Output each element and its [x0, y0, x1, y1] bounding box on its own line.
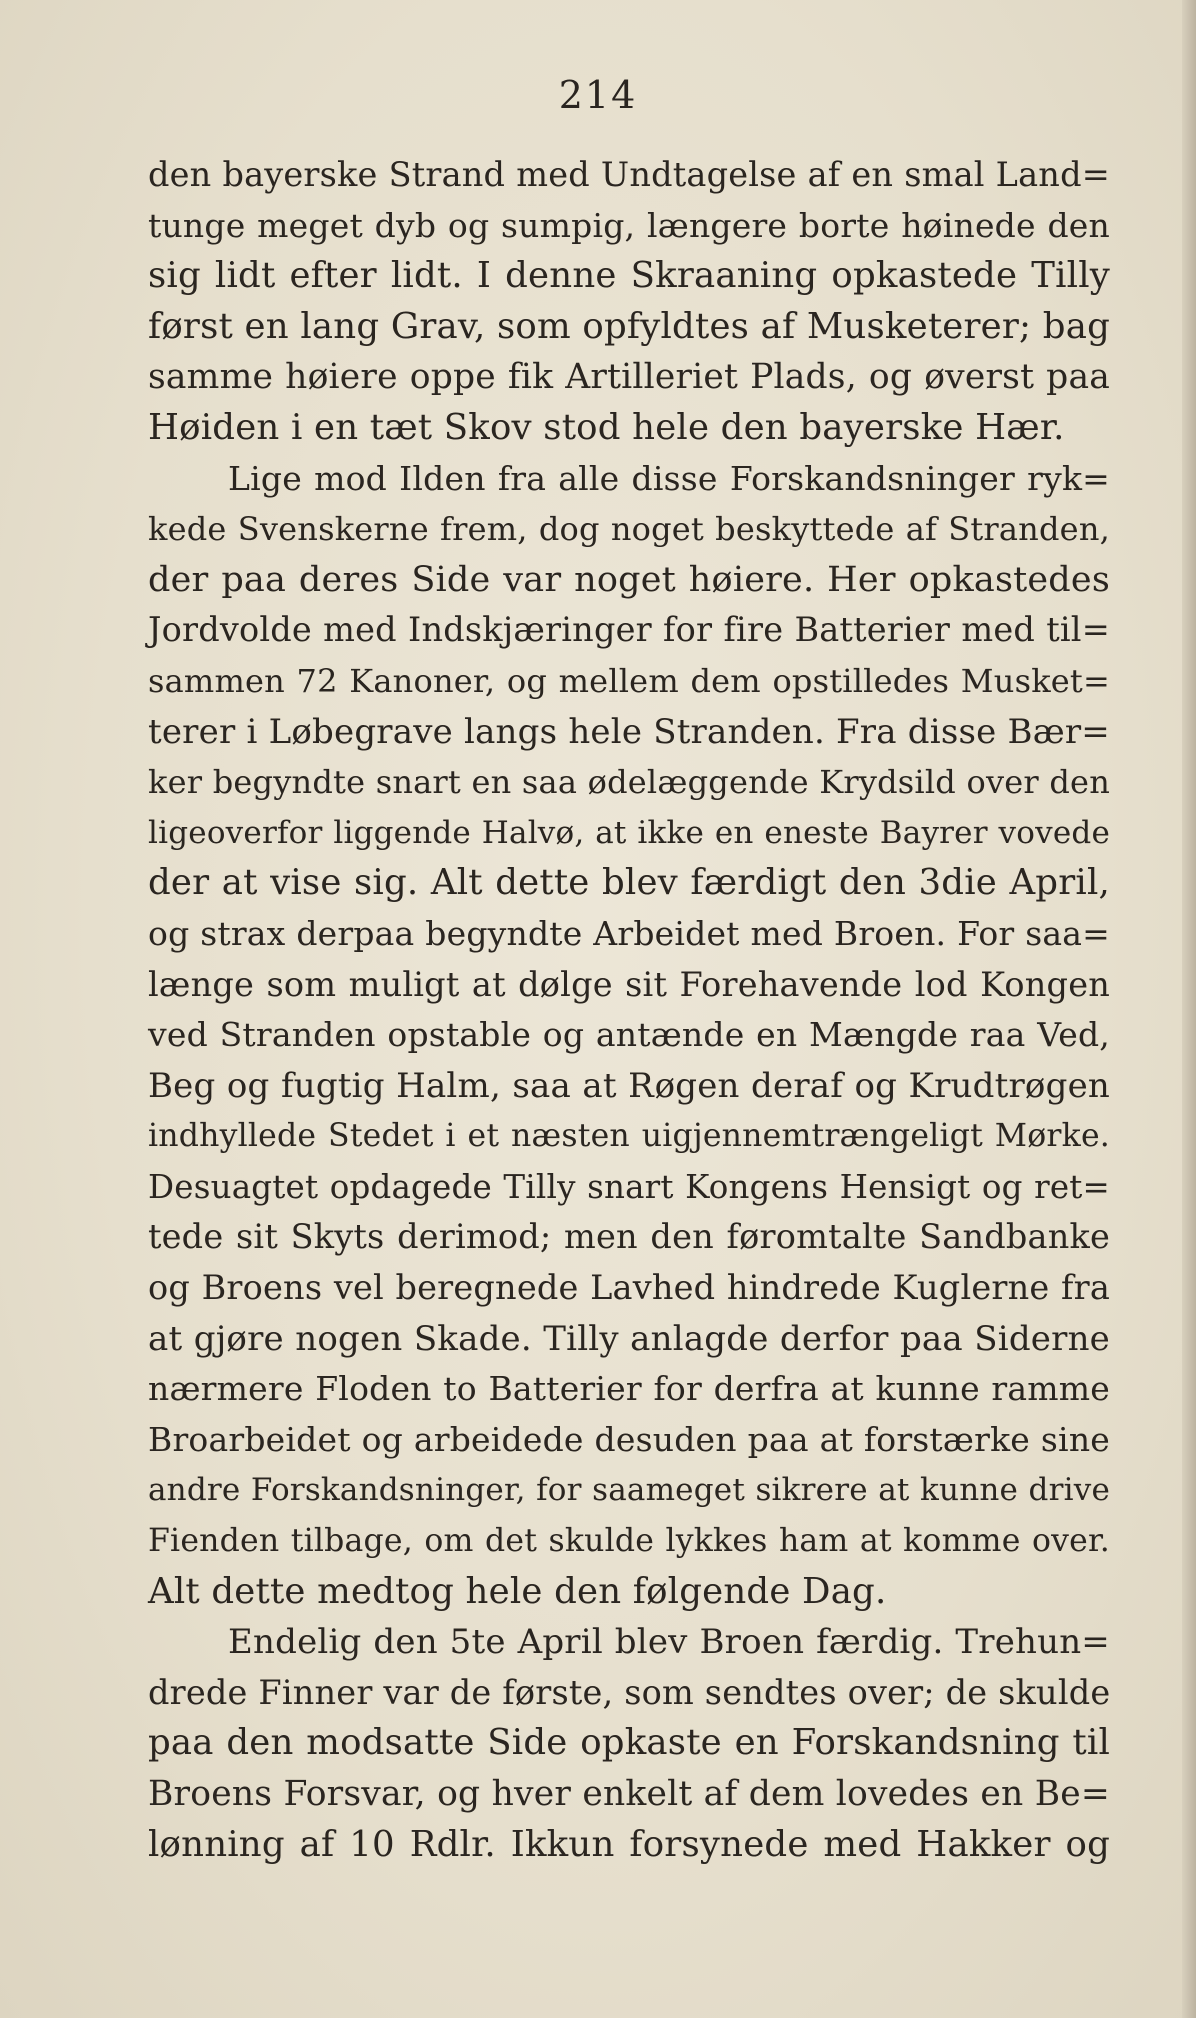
text-line: Desuagtet opdagede Tilly snart Kongens Hensigt og ret= — [148, 1167, 1110, 1206]
text-line: Broens Forsvar, og hver enkelt af dem lovedes en Be= — [148, 1774, 1110, 1814]
text-line: Beg og fugtig Halm, saa at Røgen deraf og Krudtrøgen — [148, 1065, 1110, 1106]
page-edge — [1182, 0, 1196, 2018]
text-line: indhyllede Stedet i et næsten uigjennemtrængeligt Mørke. — [148, 1118, 1110, 1155]
text-line: der paa deres Side var noget høiere. Her opkastedes — [148, 559, 1110, 600]
text-line: Lige mod Ilden fra alle disse Forskandsninger ryk= — [228, 458, 1110, 498]
text-line: tunge meget dyb og sumpig, længere borte høinede den — [148, 205, 1110, 245]
text-line: og Broens vel beregnede Lavhed hindrede Kuglerne fra — [148, 1268, 1110, 1308]
text-line: længe som muligt at dølge sit Forehavende lod Kongen — [148, 964, 1110, 1004]
text-line: den bayerske Strand med Undtagelse af en smal Land= — [148, 155, 1110, 194]
text-line: andre Forskandsninger, for saameget sikrere at kunne drive — [148, 1472, 1110, 1509]
text-line: der at vise sig. Alt dette blev færdigt den 3die April, — [148, 862, 1110, 904]
text-line: lønning af 10 Rdlr. Ikkun forsynede med Hakker og — [148, 1823, 1110, 1865]
text-line: sammen 72 Kanoner, og mellem dem opstilledes Musket= — [148, 661, 1110, 700]
text-line: Endelig den 5te April blev Broen færdig. Trehun= — [228, 1622, 1110, 1663]
text-line: Alt dette medtog hele den følgende Dag. — [148, 1570, 887, 1612]
text-line: ker begyndte snart en saa ødelæggende Krydsild over den — [148, 763, 1110, 802]
text-line: tede sit Skyts derimod; men den føromtalte Sandbanke — [148, 1217, 1110, 1257]
text-line: paa den modsatte Side opkaste en Forskandsning til — [148, 1722, 1110, 1764]
text-line: Broarbeidet og arbeidede desuden paa at forstærke sine — [148, 1419, 1110, 1459]
text-line: og strax derpaa begyndte Arbeidet med Broen. For saa= — [148, 913, 1110, 953]
text-line: ved Stranden opstable og antænde en Mængde raa Ved, — [148, 1015, 1110, 1055]
text-line: terer i Løbegrave langs hele Stranden. Fra disse Bær= — [148, 711, 1110, 752]
text-line: først en lang Grav, som opfyldtes af Musketerer; bag — [148, 305, 1110, 347]
text-line: sig lidt efter lidt. I denne Skraaning opkastede Tilly — [148, 255, 1110, 297]
text-line: Høiden i en tæt Skov stod hele den bayerske Hær. — [148, 406, 1065, 448]
text-line: kede Svenskerne frem, dog noget beskyttede af Stranden, — [148, 510, 1110, 549]
page-number: 214 — [558, 73, 638, 117]
text-line: ligeoverfor liggende Halvø, at ikke en eneste Bayrer vovede — [148, 814, 1110, 851]
body-text — [148, 150, 1110, 1870]
text-line: Jordvolde med Indskjæringer for fire Batterier med til= — [148, 610, 1110, 650]
text-line: samme høiere oppe fik Artilleriet Plads, og øverst paa — [148, 357, 1110, 398]
text-line: at gjøre nogen Skade. Tilly anlagde derfor paa Siderne — [148, 1318, 1110, 1359]
text-line: drede Finner var de første, som sendtes over; de skulde — [148, 1672, 1111, 1712]
text-line: Fienden tilbage, om det skulde lykkes ham at komme over. — [148, 1523, 1110, 1560]
text-line: nærmere Floden to Batterier for derfra at kunne ramme — [148, 1369, 1110, 1409]
